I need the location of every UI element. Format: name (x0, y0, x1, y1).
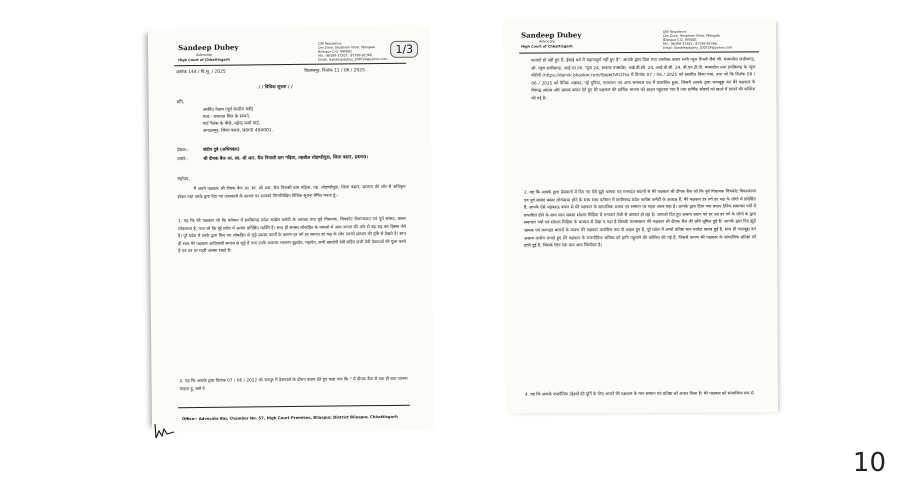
office-line: Email: Sandeepdubey_200724@yahoo.com (663, 45, 733, 50)
letterhead-title: Advocate (539, 39, 555, 44)
salutation: महोदय, (177, 177, 190, 183)
through-label: वास्ते:- (177, 157, 189, 163)
addressee-line: पार्ट पैलेस के पीछे, महेन्द्र कर्मा वार्ड, (202, 121, 261, 127)
office-address-block (318, 41, 388, 62)
place-date: बिलासपुर, दिनांक 11 / 06 / 2025 (304, 68, 365, 74)
addressee-block (203, 106, 273, 135)
office-line: Om Zone, Shubham Vihar, Mangala (663, 33, 720, 38)
office-line: Bilaspur C.G. 495001 (663, 37, 697, 42)
page-number-badge: 1/3 (390, 41, 418, 58)
point-2: 2. यह कि आपके द्वारा दिनांक 07 / 06 / 2022 को रायपुर में प्रेसवार्ता के दौरान बयान देते हुए कहा गया कि " मैं दीपक बैज से एक ही बात जानना चाहता हूं, क्यों वे (179, 375, 408, 391)
sender-value: संदीप दुबे (अधिवक्ता) (203, 147, 240, 153)
continued-paragraph: कनवर्ट हो नहीं हुए हैं, ईसाई धर्म में महात्वपूर्ण नहीं हुए हैं", आपके द्वारा दिया गया उपरोक्त बयान सभी न्यूज चैनलों जैसे जी. मध्यप्रदेश छत्तीसगढ़, जी. न्यूज छत्तीसगढ़, आई.एन.एच. न्यूज 24, स्वराज एक्सप्रेस, आई.बी.सी. 24, आई.बी.सी. 24, बी.एन.टी.वी. मध्यप्रदेश तथा छत्तीसगढ़ के न्यूज पोर्टलों (https://dainik.bhaskar.com/9joJeDVh1Tb) में दिनांक 07 / 06 / 2025 को प्रसारित किया गया, तथा जो कि दिनांक 08 / 06 / 2025 को दैनिक भास्कर, नई दुनिया, नवभारत एवं अन्य समाचार पत्र में प्रकाशित हुआ, जिसमें आपके द्वारा जानबूझ कर मेरे पक्षकार के विरूद्ध असत्य और भ्रामक बयान देते हुए मेरे पक्षकार की धार्मिक भावना को आहत पहुंचाया गया है तथा धार्मिक सौहार्द को खतरे में डालने की कोशिश की गई है। (531, 56, 756, 101)
office-line: Mo.: 96399-37203 , 87709-82366, (663, 41, 718, 46)
header-divider (519, 51, 759, 53)
subject-heading: / / विधिक सूचना / / (258, 84, 293, 91)
letterhead-name: Sandeep Dubey (178, 42, 239, 53)
document-page-1 (148, 27, 434, 432)
document-page-2 (503, 17, 778, 413)
letterhead-court: High Court of Chhattisgarh (178, 57, 230, 63)
office-footer: Office:- Advocate Bar, Chamber No. 57, High Court Premises, Bilaspur, District Bilaspur, Chhattisgarh (181, 413, 398, 422)
footer-divider (178, 405, 410, 408)
office-line: Off/ Residence: (318, 41, 343, 46)
point-4: 4. यह कि आपके राजनैतिक उद्देश्यों की पूर्ति के लिए आपने मेरे पक्षकार के मान सम्मान एवं प्रतिष्ठा को आहत किया है। मेरे पक्षकार को सामाजिक रूप से (524, 390, 754, 397)
addressee-line: जगदलपुर, जिला बस्तर, छ0ग0 494001. (202, 128, 274, 134)
header-divider (174, 63, 406, 66)
point-1: 1. यह कि मेरे पक्षकार जो कि वर्तमान में छत्तीसगढ़ प्रदेश कांग्रेस कमेटी के अध्यक्ष तथा पूर्व विधायक, चित्रकोट विधानसभा एवं पूर्व सांसद, बस्तर लोकसभा है, तथा जो कि पूरे प्रदेश में अत्यंत प्रतिष्ठित व्यक्ति है। साथ ही समस्त लोकहित के मामलो में आम जनता की ओर से बढ़ चढ़ कर हिस्सा लेते है। पूरे प्रदेश में उनके द्वारा किए गए लोकहित से जुड़े समस्त कार्यों के कारण हर वर्ग हर समाज हर पक्ष के लोग उनको सम्मान की दृष्टि से देखते है। साथ ही साथ मेरे पक्षकार आदिवासी समाज से जुड़े है तथा उनके आराध्य भगवान बूढ़ादेव, महादेव, सभी ग्रामदेवी देवी सहित सभी देवी देवताओं की पूजा करते है एवं उन पर गहरी आस्था रखते है। (177, 215, 407, 254)
office-line: Mo.: 96399-37203 , 87709-82366, (318, 53, 373, 58)
office-line: Email: Sandeepdubey_200724@yahoo.com (318, 56, 388, 62)
office-line: Off/ Residence: (663, 29, 688, 34)
letterhead-title: Advocate (196, 52, 213, 57)
letterhead-court: High Court of Chhattisgarh (521, 44, 573, 49)
corner-number-label: 10 (852, 448, 886, 478)
signature-scribble (152, 420, 178, 442)
addressee-line: अरविंद नेताम (पूर्व केन्द्रीय मंत्री) (202, 107, 254, 113)
sender-label: प्रेषक:- (177, 148, 189, 154)
intro-paragraph: मैं अपने पक्षकार श्री दीपक बैज आ. स्व. श्री आर. बैज निवासी ग्राम गढ़िया, तह. लोहण्डीगुडा, जिला बस्तर, छ0ग0 की ओर से अधिकृत होकर तथा उनके द्वारा दिए गए जानकारी के आधार पर आपको निम्नलिखित विधिक सूचना प्रेषित करता हूं:- (177, 183, 406, 199)
office-line: Om Zone, Shubham Vihar, Mangala (318, 45, 375, 50)
office-line: Bilaspur C.G. 495001 (318, 49, 353, 54)
reference-number: क्रमांक 144 / वि.सू. / 2025 (176, 69, 226, 76)
letterhead-name: Sandeep Dubey (521, 30, 582, 40)
point-3: 3. यह कि आपके द्वारा प्रेसवार्ता में दिए गए ऐसे झूठे भ्रामक एवं मनगढ़ंत बयानों से मेरे पक्षकार श्री दीपक बैज जो कि पूर्व विधायक चित्रकोट विधानसभा एवं पूर्व सांसद बस्तर लोकसभा होने के साथ साथ वर्तमान में छत्तीसगढ़ प्रदेश कांग्रेस कमेटी के अध्यक्ष है, मेरे पक्षकार हर वर्ग हर पक्ष के लोगो में प्रतिष्ठित हैं, आपके ऐसे भड़काऊ बयान से मेरे पक्षकार के सामाजिक प्रभाव एवं सम्मान पर गहरा असर पड़ा है। आपके द्वारा दिया गया बयान दैनिक समाचार पत्रों में प्रकाशित होने के साथ साथ समस्त सोशल मिडिया में लगातार तेजी से वायरल हो रहा है। आपको दिए हुए असत्य बयान को हर उम्र हर वर्ग के लोगो के द्वारा समाचार पत्रों एवं सोशल मिडिया के माध्यम से देखा व पढ़ा है जिसके फलस्वरूप मेरे पक्षकार श्री दीपक बैज की छवि धूमिल हुई है। आपके द्वारा दिए झूठे भ्रामक एवं मनगढ़ंत बयानों के कारण मेरे पक्षकार मानसिक रूप से आहत हुए हैं, पूरे प्रदेश में अन्यों प्रतिष्ठा मान मर्यादा खराब हुई है, साथ ही जानबूझ कर असत्य आरोप लगाते हुए मेरे पक्षकार के राजनीतिक भविष्य को हानि पहुंचाने की कोशिश की गई है, जिससे कारण मेरे पक्षकार के सामाजिक प्रतिष्ठा को हानि हुई है, जिसके लिए एक मात्र आप जिम्मेदार है। (523, 188, 757, 248)
through-value: श्री दीपक बैज आ. स्व. श्री आर. बैज निवासी ग्राम गढ़िया, तहसील लोहण्डीगुडा, जिला बस्तर, छ0ग0। (203, 155, 369, 162)
to-label: प्रति, (176, 100, 185, 106)
addressee-line: पता:- जगतात मिल के सामने, (202, 114, 251, 120)
office-address-block (663, 30, 732, 50)
